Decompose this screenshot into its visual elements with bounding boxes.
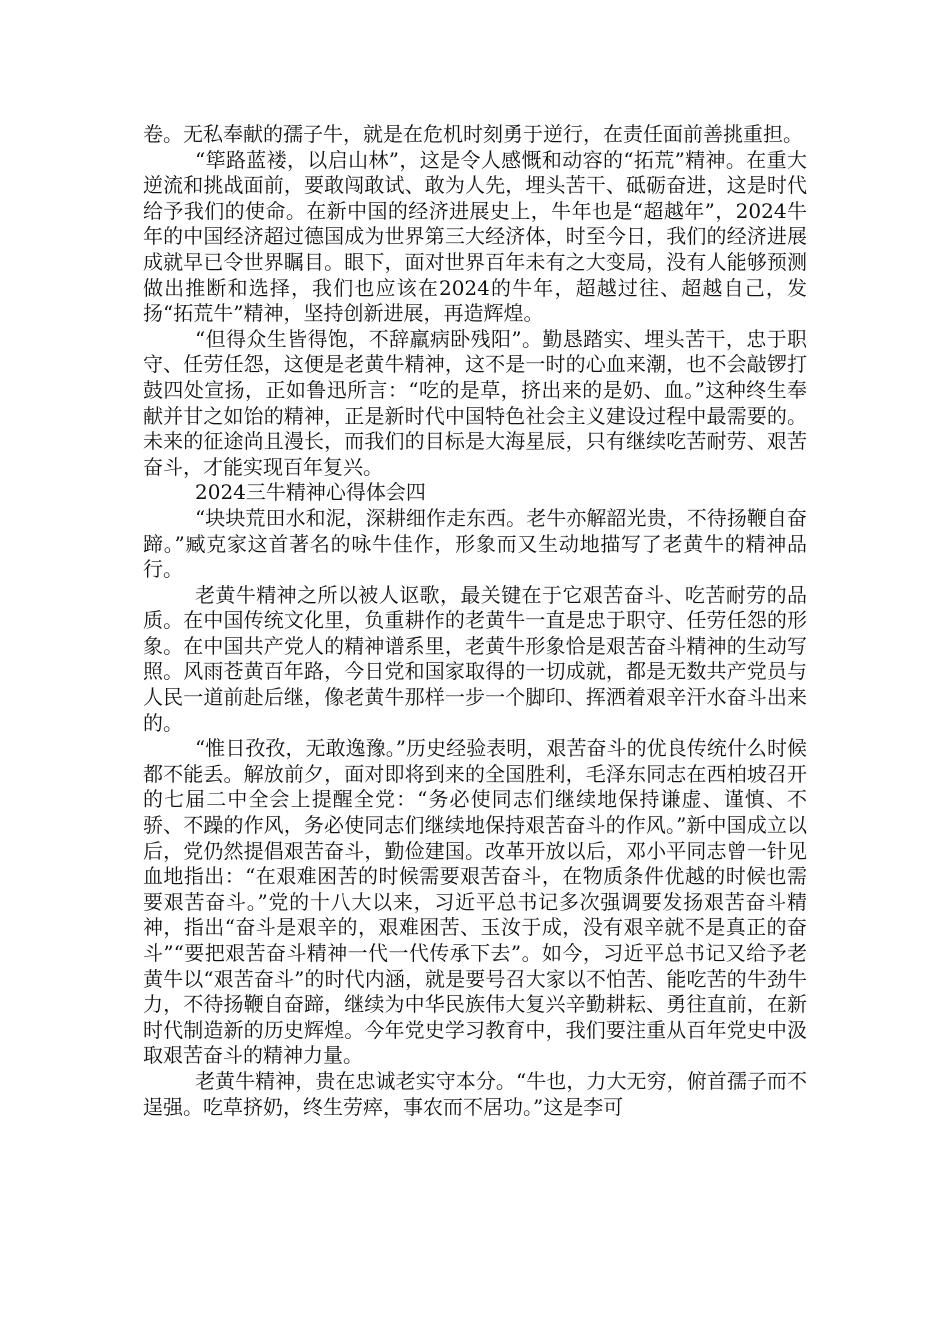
document-page <box>143 122 807 1120</box>
section-heading: 2024三牛精神心得体会四 <box>195 480 426 505</box>
paragraph-1: 卷。无私奉献的孺子牛，就是在危机时刻勇于逆行，在责任面前善挑重担。 <box>143 122 803 146</box>
paragraph-7: 老黄牛精神，贵在忠诚老实守本分。“牛也，力大无穷，俯首孺子而不逞强。吃草挤奶，终生劳瘁，事农而不居功。”这是李可 <box>143 1068 807 1119</box>
paragraph-3: “但得众生皆得饱，不辞羸病卧残阳”。勤恳踏实、埋头苦干，忠于职守、任劳任怨，这便是老黄牛精神，这不是一时的心血来潮，也不会敲锣打鼓四处宣扬，正如鲁迅所言：“吃的是草，挤出来的是奶、血。”这种终生奉献并甘之如饴的精神，正是新时代中国特色社会主义建设过程中最需要的。未来的征途尚且漫长，而我们的目标是大海星辰，只有继续吃苦耐劳、艰苦奋斗，才能实现百年复兴。 <box>143 326 807 479</box>
paragraph-6: “惟日孜孜，无敢逸豫。”历史经验表明，艰苦奋斗的优良传统什么时候都不能丢。解放前夕，面对即将到来的全国胜利，毛泽东同志在西柏坡召开的七届二中全会上提醒全党：“务必使同志们继续地保持谦虚、谨慎、不骄、不躁的作风，务必使同志们继续地保持艰苦奋斗的作风。”新中国成立以后，党仍然提倡艰苦奋斗，勤俭建国。改革开放以后，邓小平同志曾一针见血地指出：“在艰难困苦的时候需要艰苦奋斗，在物质条件优越的时候也需要艰苦奋斗。”党的十八大以来，习近平总书记多次强调要发扬艰苦奋斗精神，指出“奋斗是艰辛的，艰难困苦、玉汝于成，没有艰辛就不是真正的奋斗”“要把艰苦奋斗精神一代一代传承下去”。如今，习近平总书记又给予老黄牛以“艰苦奋斗”的时代内涵，就是要号召大家以不怕苦、能吃苦的牛劲牛力，不待扬鞭自奋蹄，继续为中华民族伟大复兴辛勤耕耘、勇往直前，在新时代制造新的历史辉煌。今年党史学习教育中，我们要注重从百年党史中汲取艰苦奋斗的精神力量。 <box>143 736 807 1068</box>
paragraph-4: “块块荒田水和泥，深耕细作走东西。老牛亦解韶光贵，不待扬鞭自奋蹄。”臧克家这首著名的咏牛佳作，形象而又生动地描写了老黄牛的精神品行。 <box>143 505 807 582</box>
paragraph-5: 老黄牛精神之所以被人讴歌，最关键在于它艰苦奋斗、吃苦耐劳的品质。在中国传统文化里，负重耕作的老黄牛一直是忠于职守、任劳任怨的形象。在中国共产党人的精神谱系里，老黄牛形象恰是艰苦奋斗精神的生动写照。风雨苍黄百年路，今日党和国家取得的一切成就，都是无数共产党员与人民一道前赴后继，像老黄牛那样一步一个脚印、挥洒着艰辛汗水奋斗出来的。 <box>143 582 807 735</box>
paragraph-2: “筚路蓝褛，以启山林”，这是令人感慨和动容的“拓荒”精神。在重大逆流和挑战面前，要敢闯敢试、敢为人先，埋头苦干、砥砺奋进，这是时代给予我们的使命。在新中国的经济进展史上，牛年也是“超越年”，2024牛年的中国经济超过德国成为世界第三大经济体，时至今日，我们的经济进展成就早已令世界瞩目。眼下，面对世界百年未有之大变局，没有人能够预测做出推断和选择，我们也应该在2024的牛年，超越过往、超越自己，发扬“拓荒牛”精神，坚持创新进展，再造辉煌。 <box>143 147 807 326</box>
